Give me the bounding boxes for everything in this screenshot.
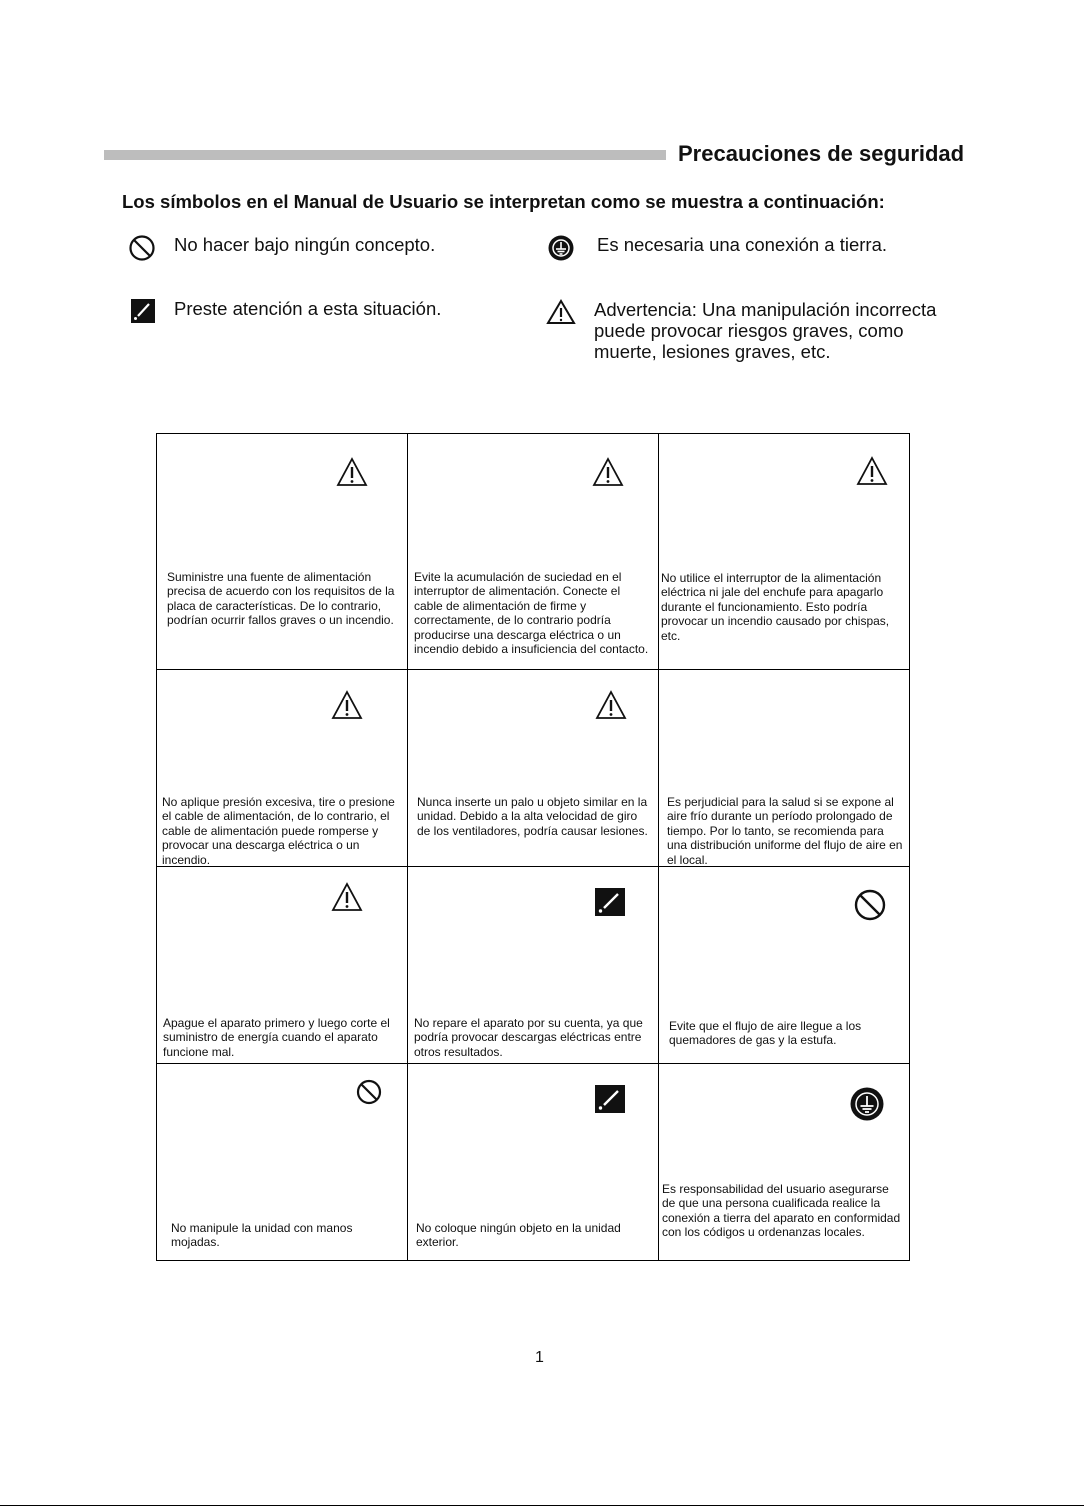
precaution-text: Nunca inserte un palo u objeto similar en la unidad. Debido a la alta velocidad de giro de los ventiladores, podría causar lesiones. [417, 795, 648, 838]
legend-text: Preste atención a esta situación. [174, 298, 442, 319]
prohibited-icon [854, 889, 886, 921]
precaution-cell [659, 867, 909, 1064]
precaution-text: No coloque ningún objeto en la unidad exterior. [416, 1221, 621, 1250]
warning-icon [331, 882, 363, 914]
warning-icon [592, 457, 624, 489]
attention-icon [594, 887, 626, 919]
page-title: Precauciones de seguridad [678, 141, 965, 166]
precaution-cell [157, 434, 408, 670]
warning-icon [856, 456, 888, 488]
warning-icon [336, 457, 368, 489]
precaution-cell [408, 434, 659, 670]
legend-warning [546, 299, 936, 362]
bottom-rule [0, 1505, 1084, 1506]
warning-icon [546, 299, 576, 329]
prohibited-icon [356, 1079, 388, 1111]
precaution-cell [408, 867, 659, 1064]
precaution-text: Suministre una fuente de alimentación precisa de acuerdo con los requisitos de la placa de características. De lo contrario, podrían ocurrir fallos graves o un incendio. [167, 570, 395, 628]
precaution-cell [157, 1064, 408, 1260]
legend-ground [547, 234, 887, 264]
precaution-cell [408, 1064, 659, 1260]
precaution-text: Es perjudicial para la salud si se expone al aire frío durante un período prolongado de tiempo. Por lo tanto, se recomienda para una distribución uniforme del flujo de aire en el local. [667, 795, 903, 867]
ground-icon [547, 234, 577, 264]
precaution-text: No utilice el interruptor de la alimentación eléctrica ni jale del enchufe para apagarlo durante el funcionamiento. Esto podría provocar un incendio causado por chispas, etc. [661, 571, 890, 643]
legend-prohibited [128, 234, 435, 264]
attention-icon [130, 298, 160, 328]
legend-text: No hacer bajo ningún concepto. [174, 234, 436, 255]
legend-text: Advertencia: Una manipulación incorrecta puede provocar riesgos graves, como muerte, lesiones graves, etc. [594, 299, 937, 362]
precaution-cell [408, 670, 659, 867]
precaution-text: No aplique presión excesiva, tire o presione el cable de alimentación, de lo contrario, el cable de alimentación puede romperse y provocar una descarga eléctrica o un incendio. [162, 795, 395, 867]
legend-text: Es necesaria una conexión a tierra. [597, 234, 888, 255]
page-number: 1 [535, 1349, 544, 1366]
attention-icon [594, 1084, 626, 1116]
precaution-text: Es responsabilidad del usuario asegurarse de que una persona cualificada realice la conexión a tierra del aparato en conformidad con los códigos u ordenanzas locales. [662, 1182, 901, 1240]
precaution-cell [659, 1064, 909, 1260]
legend-attention [130, 298, 441, 328]
warning-icon [331, 690, 363, 722]
header-bar [104, 150, 666, 160]
ground-icon [849, 1086, 881, 1118]
prohibited-icon [128, 234, 158, 264]
precaution-cell [157, 867, 408, 1064]
precaution-text: Apague el aparato primero y luego corte el suministro de energía cuando el aparato funcione mal. [163, 1016, 390, 1059]
precaution-cell [157, 670, 408, 867]
warning-icon [595, 690, 627, 722]
precautions-grid [156, 433, 910, 1261]
precaution-text: No manipule la unidad con manos mojadas. [171, 1221, 353, 1250]
precaution-cell [659, 434, 909, 670]
precaution-cell [659, 670, 909, 867]
precaution-text: No repare el aparato por su cuenta, ya que podría provocar descargas eléctricas entre otros resultados. [414, 1016, 643, 1059]
precaution-text: Evite la acumulación de suciedad en el interruptor de alimentación. Conecte el cable de alimentación de firme y correctamente, de lo contrario podría producirse una descarga eléctrica o un incendio debido a insuficiencia del contacto. [414, 570, 649, 657]
precaution-text: Evite que el flujo de aire llegue a los quemadores de gas y la estufa. [669, 1019, 862, 1048]
intro-text: Los símbolos en el Manual de Usuario se interpretan como se muestra a continuación: [122, 191, 885, 212]
